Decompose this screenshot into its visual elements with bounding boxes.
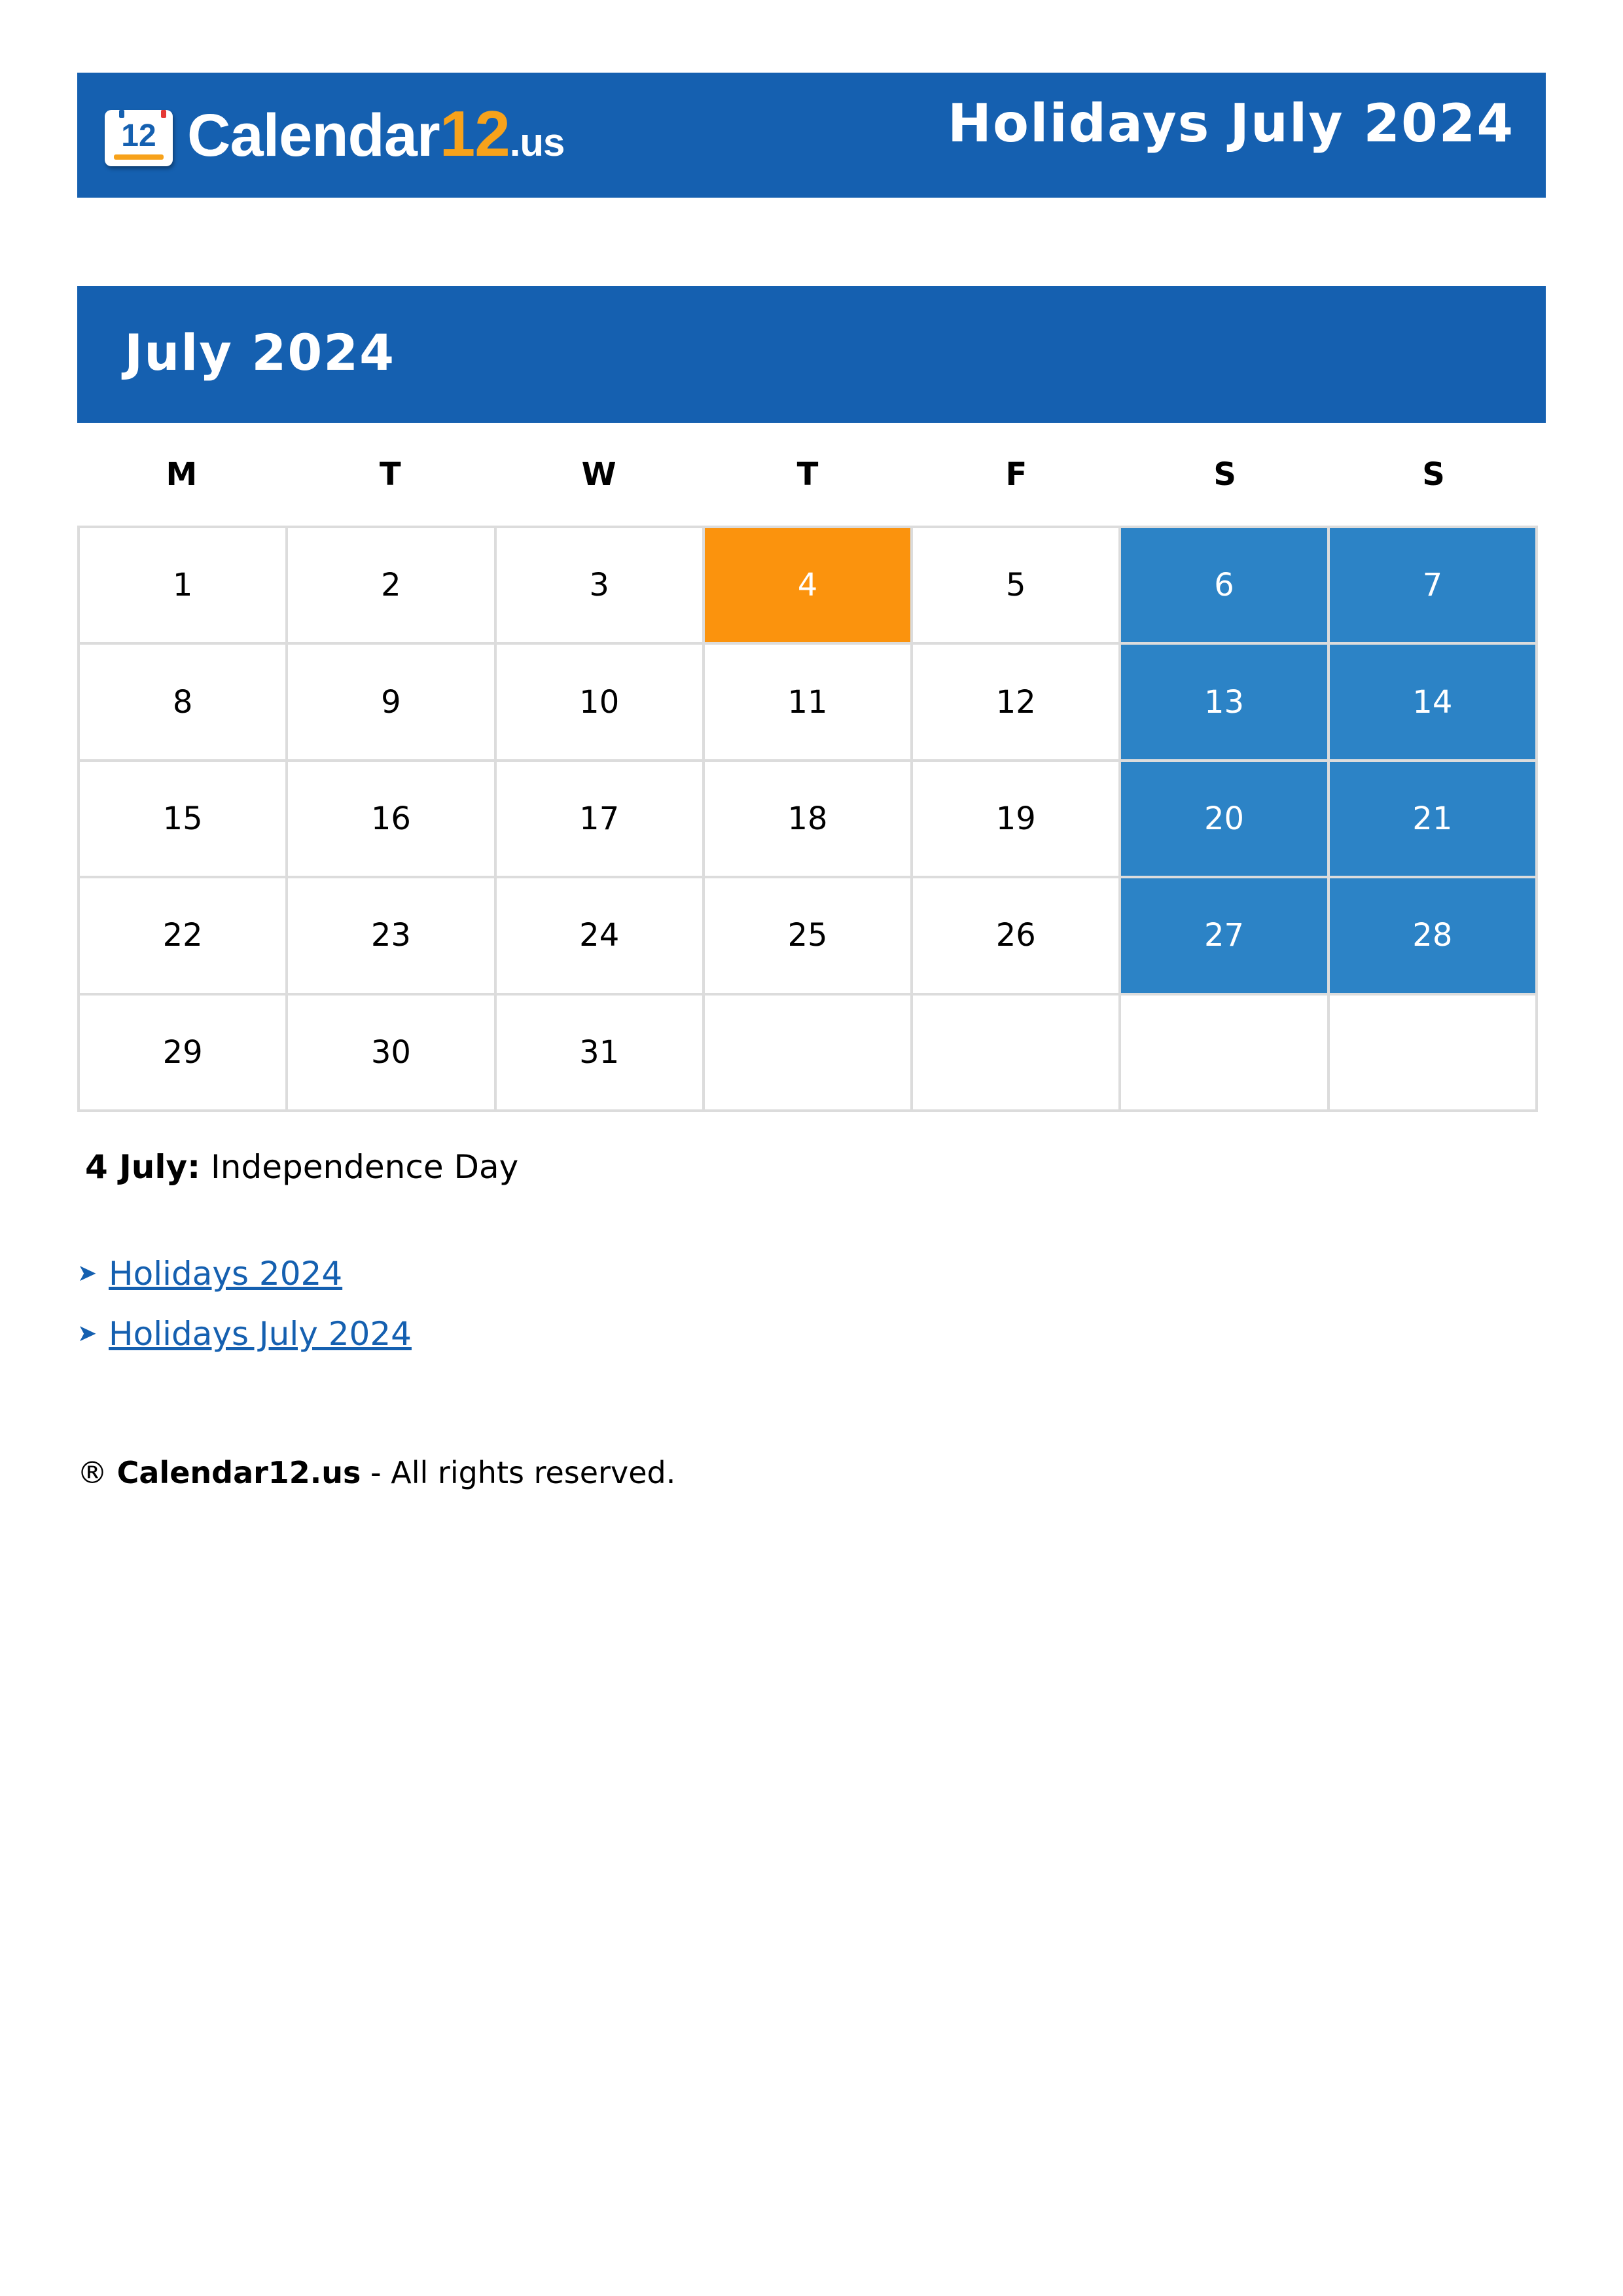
footer <box>77 1450 675 1496</box>
site-logo[interactable] <box>105 98 565 171</box>
day-cell: 15 <box>80 762 288 878</box>
weekday-tuesday: T <box>379 456 401 493</box>
day-cell: 16 <box>288 762 496 878</box>
month-title: July 2024 <box>124 323 395 382</box>
day-cell-holiday: 4 <box>705 528 913 645</box>
link-row <box>77 1304 412 1364</box>
weekday-row <box>77 445 1538 504</box>
logo-brand: Calendar <box>187 102 440 169</box>
logo-wordmark <box>187 98 565 175</box>
calendar-icon <box>105 110 173 166</box>
day-cell: 10 <box>497 645 705 761</box>
calendar-grid <box>77 526 1538 1112</box>
day-cell-empty <box>1121 996 1329 1112</box>
logo-brand-number: 12 <box>439 98 510 170</box>
day-cell-empty <box>913 996 1121 1112</box>
related-links <box>77 1244 412 1364</box>
arrow-right-icon: ➤ <box>77 1320 98 1347</box>
day-cell: 9 <box>288 645 496 761</box>
month-header <box>77 286 1546 423</box>
day-cell-weekend: 14 <box>1330 645 1538 761</box>
day-cell: 26 <box>913 878 1121 995</box>
day-cell: 22 <box>80 878 288 995</box>
day-cell-empty <box>705 996 913 1112</box>
weekday-sunday: S <box>1422 456 1445 493</box>
footer-brand: Calendar12.us <box>116 1455 361 1490</box>
holiday-date: 4 July: <box>85 1148 201 1186</box>
day-cell-weekend: 20 <box>1121 762 1329 878</box>
day-cell: 8 <box>80 645 288 761</box>
weekday-thursday: T <box>796 456 819 493</box>
holiday-list-item <box>85 1144 518 1190</box>
calendar-ring-left <box>119 110 124 118</box>
day-cell: 24 <box>497 878 705 995</box>
day-cell: 23 <box>288 878 496 995</box>
holiday-name: Independence Day <box>200 1148 519 1186</box>
day-cell-empty <box>1330 996 1538 1112</box>
site-header <box>77 73 1546 198</box>
day-cell-weekend: 28 <box>1330 878 1538 995</box>
calendar-ring-right <box>161 110 166 118</box>
footer-text: - All rights reserved. <box>361 1455 676 1490</box>
link-holidays-july-2024[interactable]: Holidays July 2024 <box>109 1315 412 1353</box>
day-cell: 5 <box>913 528 1121 645</box>
day-cell: 25 <box>705 878 913 995</box>
day-cell-weekend: 7 <box>1330 528 1538 645</box>
weekday-monday: M <box>166 456 198 493</box>
arrow-right-icon: ➤ <box>77 1260 98 1287</box>
day-cell: 12 <box>913 645 1121 761</box>
calendar-icon-bar <box>114 154 164 160</box>
day-cell-weekend: 21 <box>1330 762 1538 878</box>
day-cell: 17 <box>497 762 705 878</box>
day-cell: 3 <box>497 528 705 645</box>
day-cell: 31 <box>497 996 705 1112</box>
day-cell: 29 <box>80 996 288 1112</box>
logo-tld: .us <box>509 120 565 164</box>
day-cell: 11 <box>705 645 913 761</box>
day-cell-weekend: 27 <box>1121 878 1329 995</box>
link-row <box>77 1244 412 1304</box>
registered-icon: ® <box>77 1455 107 1490</box>
page-title: Holidays July 2024 <box>948 93 1514 154</box>
day-cell-weekend: 13 <box>1121 645 1329 761</box>
day-cell: 19 <box>913 762 1121 878</box>
calendar-icon-number: 12 <box>121 118 156 153</box>
weekday-saturday: S <box>1213 456 1236 493</box>
day-cell: 30 <box>288 996 496 1112</box>
day-cell-weekend: 6 <box>1121 528 1329 645</box>
day-cell: 1 <box>80 528 288 645</box>
link-holidays-2024[interactable]: Holidays 2024 <box>109 1255 343 1293</box>
weekday-wednesday: W <box>581 456 616 493</box>
day-cell: 2 <box>288 528 496 645</box>
day-cell: 18 <box>705 762 913 878</box>
weekday-friday: F <box>1005 456 1027 493</box>
